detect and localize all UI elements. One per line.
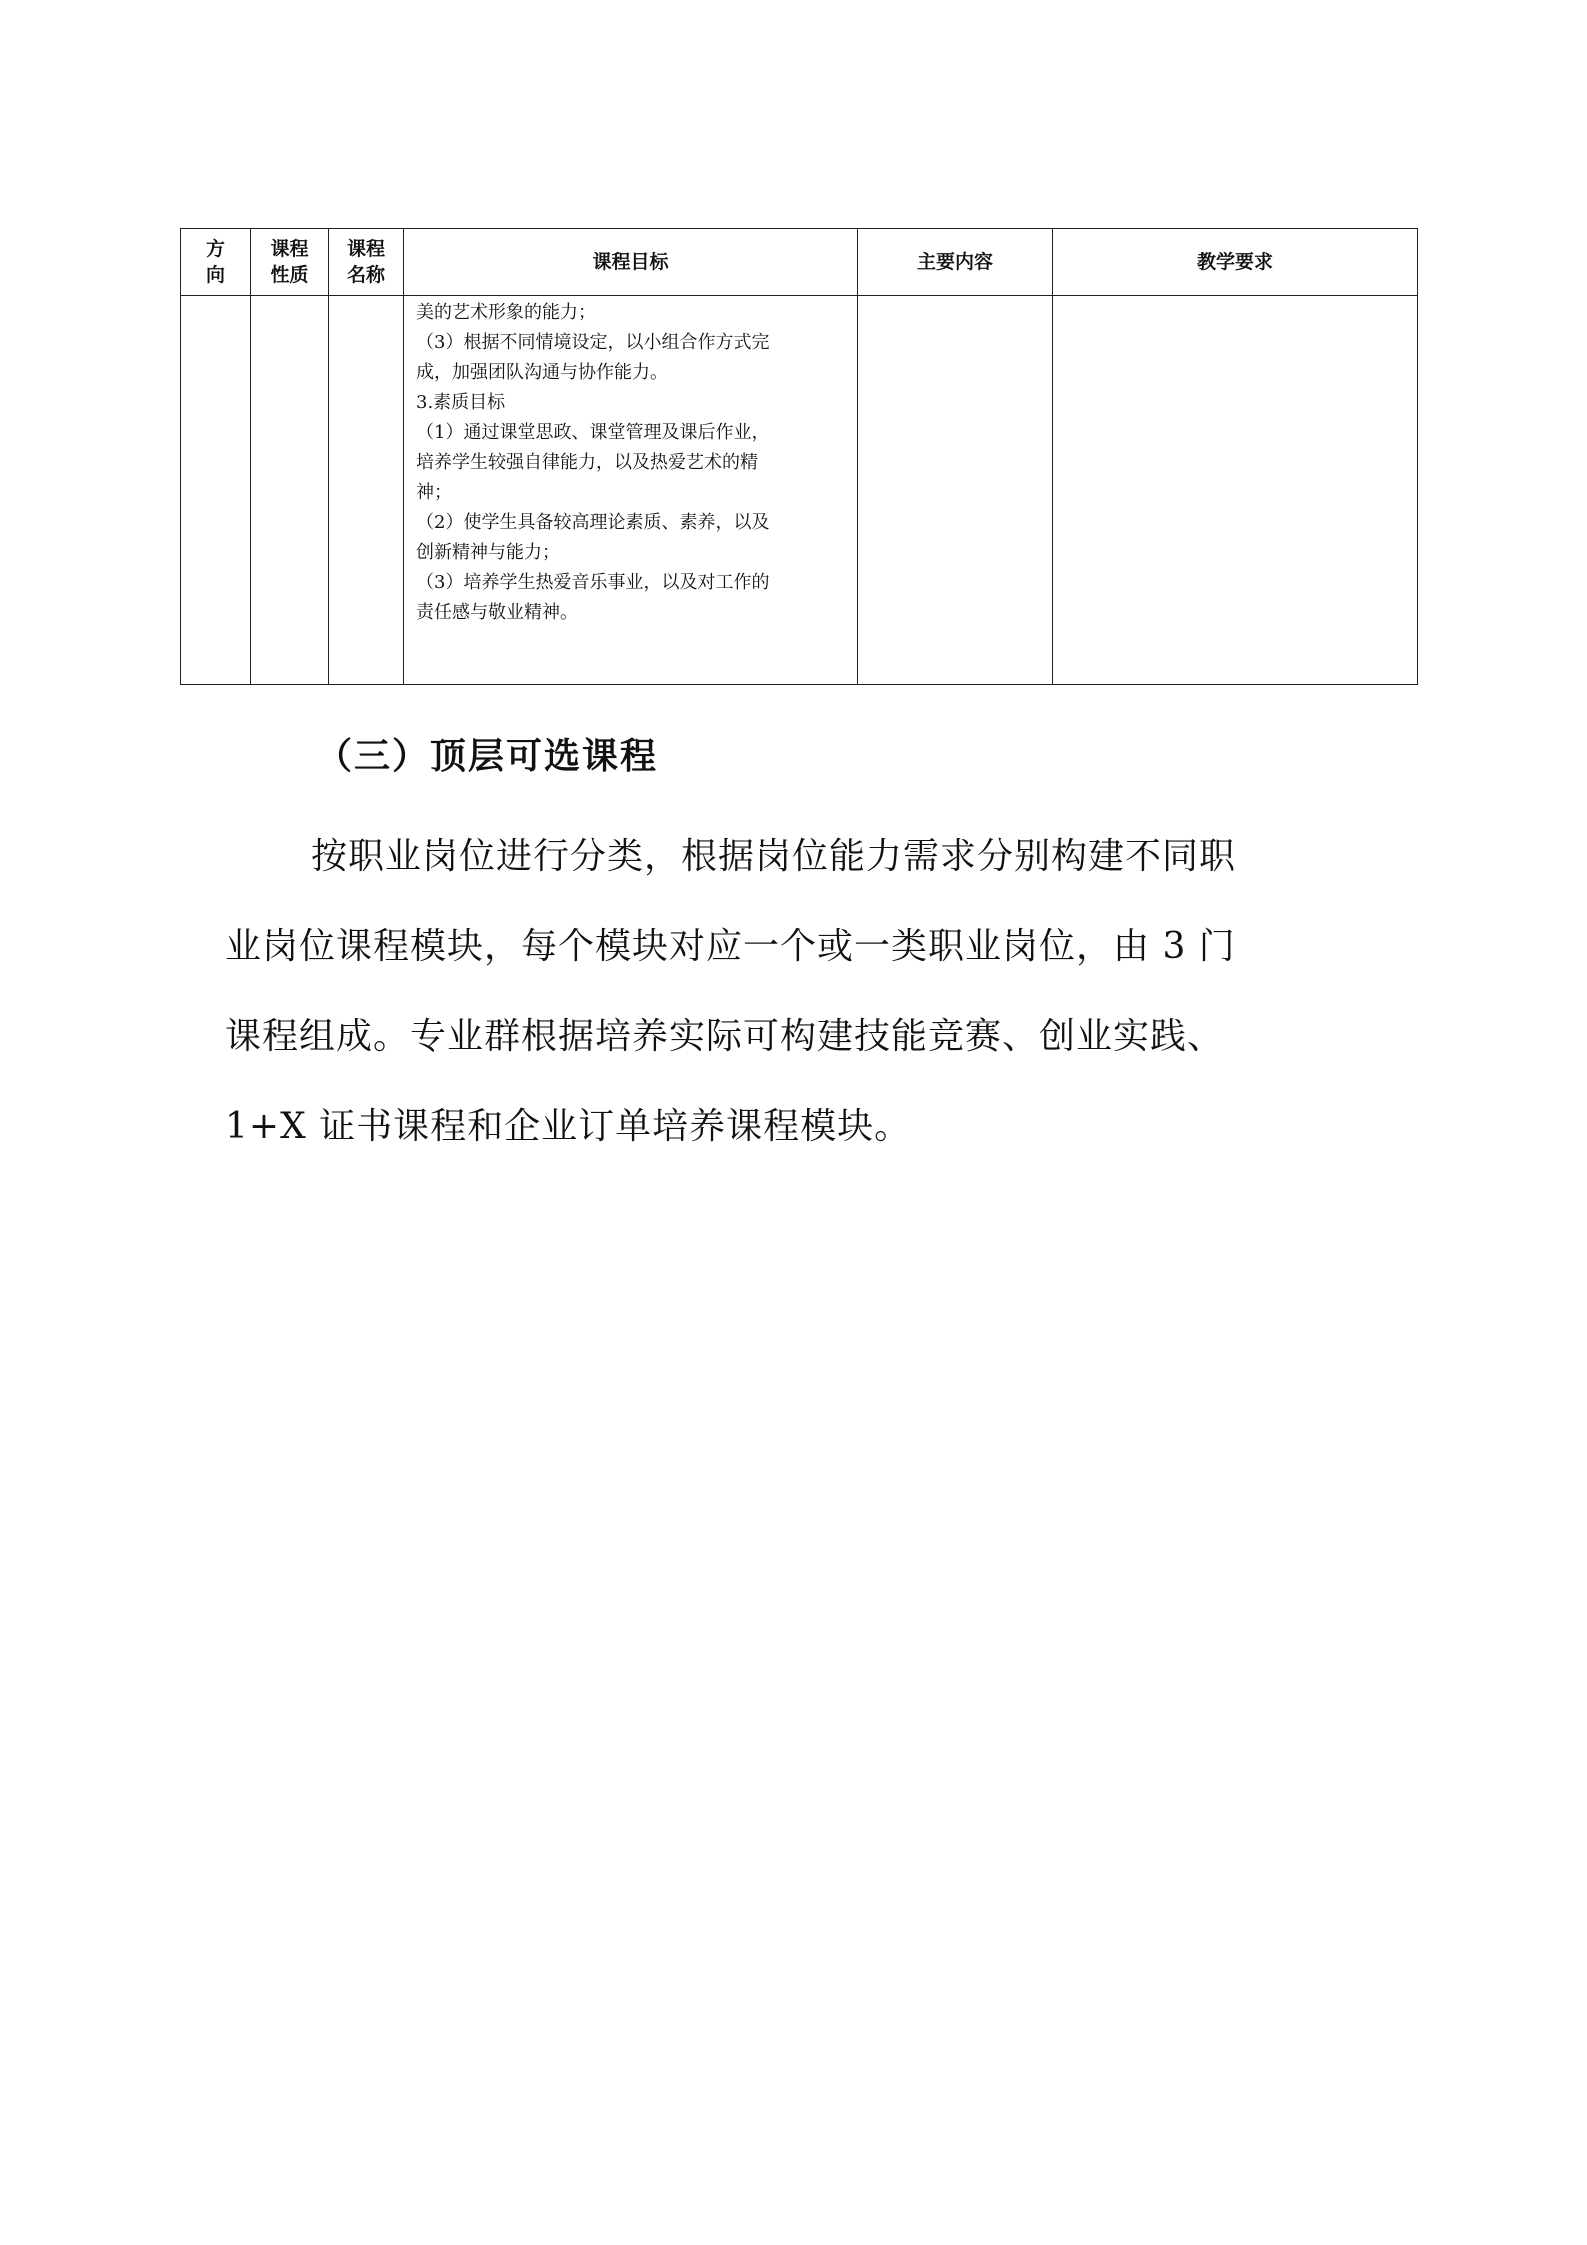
section-heading: （三）顶层可选课程 xyxy=(316,735,659,777)
goal-line: 美的艺术形象的能力； xyxy=(416,302,596,323)
paragraph-line: 课程组成。专业群根据培养实际可构建技能竞赛、创业实践、 xyxy=(225,1016,1225,1057)
header-main-content: 主要内容 xyxy=(858,229,1053,296)
goal-line: 3.素质目标 xyxy=(416,392,506,413)
header-direction-line-1: 方 xyxy=(205,238,225,260)
course-table xyxy=(180,228,1418,685)
header-name-line-1: 课程 xyxy=(346,238,385,260)
section-paragraph xyxy=(225,812,1385,1172)
header-direction-line-2: 向 xyxy=(205,264,225,286)
goal-line: （3）根据不同情境设定，以小组合作方式完 xyxy=(416,332,770,353)
goal-line: 创新精神与能力； xyxy=(416,542,560,563)
paragraph-line: 按职业岗位进行分类，根据岗位能力需求分别构建不同职 xyxy=(311,836,1237,877)
paragraph-line: 1+X 证书课程和企业订单培养课程模块。 xyxy=(225,1106,912,1147)
paragraph-line: 业岗位课程模块，每个模块对应一个或一类职业岗位，由 3 门 xyxy=(225,926,1236,967)
header-course-name xyxy=(329,229,404,296)
goal-line: （3）培养学生热爱音乐事业，以及对工作的 xyxy=(416,572,770,593)
header-nature-line-1: 课程 xyxy=(270,238,309,260)
header-direction xyxy=(181,229,251,296)
goal-line: （1）通过课堂思政、课堂管理及课后作业， xyxy=(416,422,770,443)
cell-course-goals xyxy=(404,296,858,685)
goal-line: （2）使学生具备较高理论素质、素养，以及 xyxy=(416,512,770,533)
header-course-goals: 课程目标 xyxy=(404,229,858,296)
cell-course-name xyxy=(329,296,404,685)
goal-line: 神； xyxy=(416,482,452,503)
table-row xyxy=(181,296,1418,685)
goal-line: 成，加强团队沟通与协作能力。 xyxy=(416,362,668,383)
cell-teaching-requirements xyxy=(1053,296,1418,685)
cell-direction xyxy=(181,296,251,685)
goal-line: 培养学生较强自律能力，以及热爱艺术的精 xyxy=(416,452,758,473)
goal-line: 责任感与敬业精神。 xyxy=(416,602,578,623)
cell-course-nature xyxy=(251,296,329,685)
header-teaching-requirements: 教学要求 xyxy=(1053,229,1418,296)
header-name-line-2: 名称 xyxy=(346,264,385,286)
header-course-nature xyxy=(251,229,329,296)
cell-main-content xyxy=(858,296,1053,685)
header-nature-line-2: 性质 xyxy=(270,264,309,286)
table-header-row xyxy=(181,229,1418,296)
